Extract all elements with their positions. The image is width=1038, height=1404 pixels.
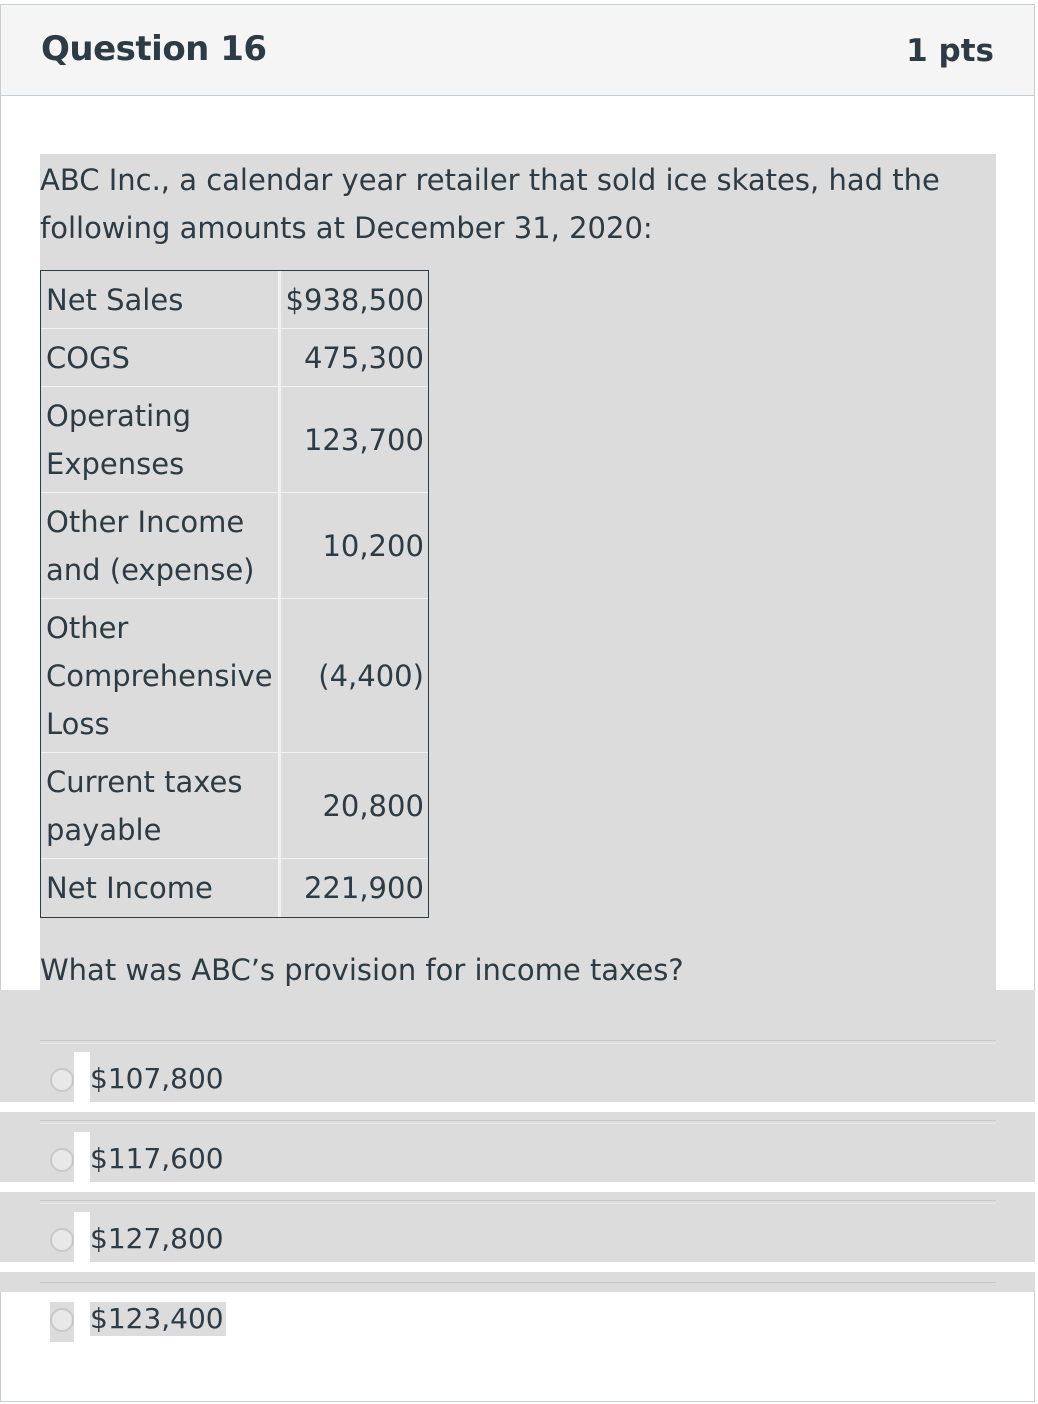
answer-separator xyxy=(0,1102,1035,1112)
answer-divider xyxy=(40,1123,996,1124)
answer-separator xyxy=(0,1182,1035,1192)
question-header xyxy=(1,5,1034,96)
row-value: (4,400) xyxy=(281,599,428,753)
row-label: COGS xyxy=(41,329,281,387)
table-row xyxy=(41,271,428,329)
question-title: Question 16 xyxy=(41,29,267,69)
answer-divider xyxy=(40,1043,996,1044)
row-label: Current taxes payable xyxy=(41,753,281,859)
table-row xyxy=(41,859,428,917)
answer-divider xyxy=(40,1203,996,1204)
radio-button[interactable] xyxy=(50,1228,74,1252)
question-prompt: What was ABC’s provision for income taxes? xyxy=(40,953,684,987)
answer-gap xyxy=(74,1132,90,1186)
table-row xyxy=(41,493,428,599)
answer-gap xyxy=(74,1052,90,1106)
answer-label[interactable]: $123,400 xyxy=(90,1302,224,1335)
answer-divider xyxy=(40,1120,996,1121)
answer-label[interactable]: $127,800 xyxy=(90,1222,224,1255)
row-label: Net Income xyxy=(41,859,281,917)
answer-label[interactable]: $107,800 xyxy=(90,1062,224,1095)
row-value: 20,800 xyxy=(281,753,428,859)
radio-button[interactable] xyxy=(50,1068,74,1092)
answer-divider xyxy=(40,1200,996,1201)
table-row xyxy=(41,387,428,493)
answer-divider xyxy=(40,1040,996,1041)
row-label: Net Sales xyxy=(41,271,281,329)
row-value: 10,200 xyxy=(281,493,428,599)
answer-separator xyxy=(0,1262,1035,1272)
row-value: $938,500 xyxy=(281,271,428,329)
row-label: Operating Expenses xyxy=(41,387,281,493)
answer-option[interactable] xyxy=(0,1280,1035,1340)
table-row xyxy=(41,329,428,387)
row-value: 123,700 xyxy=(281,387,428,493)
question-points: 1 pts xyxy=(906,33,994,69)
table-row xyxy=(41,599,428,753)
table-row xyxy=(41,753,428,859)
radio-button[interactable] xyxy=(50,1148,74,1172)
amounts-table xyxy=(40,270,429,918)
row-value: 221,900 xyxy=(303,871,424,905)
answer-gap xyxy=(74,1212,90,1266)
question-stem: ABC Inc., a calendar year retailer that sold ice skates, had the following amounts at December 31, 2020: xyxy=(40,163,940,245)
row-value: 475,300 xyxy=(281,329,428,387)
answer-label[interactable]: $117,600 xyxy=(90,1142,224,1175)
row-label: Other Comprehensive Loss xyxy=(41,599,281,753)
row-label: Other Income and (expense) xyxy=(41,493,281,599)
answer-divider xyxy=(40,1282,996,1283)
radio-button[interactable] xyxy=(50,1308,74,1332)
